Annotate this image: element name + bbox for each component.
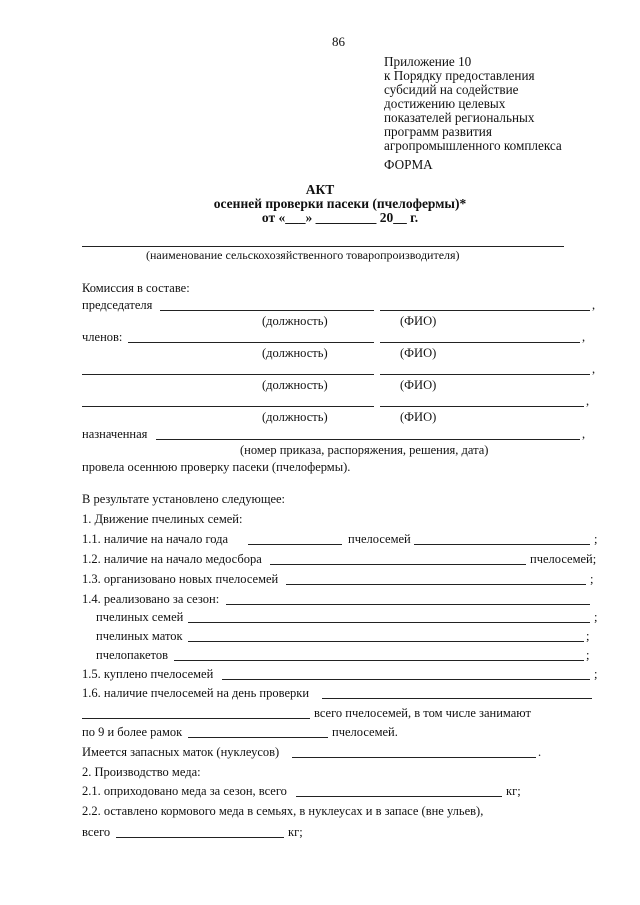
item-1-4-families-line[interactable] xyxy=(188,622,590,623)
appointed-caption: (номер приказа, распоряжения, решения, дата) xyxy=(240,443,489,457)
commission-heading: Комиссия в составе: xyxy=(82,281,190,295)
comma: , xyxy=(592,362,596,376)
annex-line: субсидий на содействие xyxy=(384,82,519,97)
kg-unit: кг; xyxy=(288,825,303,839)
doc-title: АКТ xyxy=(305,182,335,197)
item-1-1-line-a[interactable] xyxy=(248,544,342,545)
annex-line: к Порядку предоставления xyxy=(384,68,535,83)
member3-position-line[interactable] xyxy=(82,406,374,407)
annex-line: агропромышленного комплекса xyxy=(384,138,562,153)
page-number: 86 xyxy=(332,34,345,49)
member1-position-line[interactable] xyxy=(128,342,374,343)
item-1-1-label: 1.1. наличие на начало года xyxy=(82,532,229,546)
item-1-4-line[interactable] xyxy=(226,604,590,605)
semicolon: ; xyxy=(590,572,594,586)
item-1-6-frames-line[interactable] xyxy=(188,737,328,738)
item-1-6-line[interactable] xyxy=(322,698,592,699)
comma: , xyxy=(586,394,590,408)
annex-line: показателей региональных xyxy=(384,110,535,125)
doc-date: от «___» _________ 20__ г. xyxy=(261,210,419,225)
semicolon: ; xyxy=(594,532,598,546)
item-2-2-label: 2.2. оставлено кормового меда в семьях, в нуклеусах и в запасе (вне ульев), xyxy=(82,804,484,818)
item-1-4-families-label: пчелиных семей xyxy=(96,610,184,624)
doc-subtitle: осенней проверки пасеки (пчелофермы)* xyxy=(213,196,467,211)
item-1-4-queens-line[interactable] xyxy=(188,641,584,642)
members-label: членов: xyxy=(82,330,123,344)
position-caption: (должность) xyxy=(262,314,328,328)
reserve-line[interactable] xyxy=(292,757,536,758)
item-1-1-line-b[interactable] xyxy=(414,544,590,545)
appointed-label: назначенная xyxy=(82,427,148,441)
position-caption: (должность) xyxy=(262,410,328,424)
annex-line: достижению целевых xyxy=(384,96,506,111)
fio-caption: (ФИО) xyxy=(400,410,437,424)
item-1-4-packages-line[interactable] xyxy=(174,660,584,661)
item-2-1-line[interactable] xyxy=(296,796,502,797)
reserve-label: Имеется запасных маток (нуклеусов) xyxy=(82,745,280,759)
producer-name-line[interactable] xyxy=(82,246,564,247)
fio-caption: (ФИО) xyxy=(400,314,437,328)
results-heading: В результате установлено следующее: xyxy=(82,492,286,506)
item-1-6-frames-label: по 9 и более рамок xyxy=(82,725,183,739)
item-1-6-total-text: всего пчелосемей, в том числе занимают xyxy=(314,706,531,720)
conducted-text: провела осеннюю проверку пасеки (пчелофермы). xyxy=(82,460,351,474)
producer-caption: (наименование сельскохозяйственного товаропроизводителя) xyxy=(146,248,460,262)
item-1-4-label: 1.4. реализовано за сезон: xyxy=(82,592,220,606)
member1-fio-line[interactable] xyxy=(380,342,580,343)
semicolon: ; xyxy=(586,648,590,662)
fio-caption: (ФИО) xyxy=(400,346,437,360)
item-1-1-unit: пчелосемей xyxy=(348,532,411,546)
chairman-label: председателя xyxy=(82,298,153,312)
member2-position-line[interactable] xyxy=(82,374,374,375)
item-1-2-line[interactable] xyxy=(270,564,526,565)
position-caption: (должность) xyxy=(262,346,328,360)
member2-fio-line[interactable] xyxy=(380,374,590,375)
form-label: ФОРМА xyxy=(384,157,433,172)
fio-caption: (ФИО) xyxy=(400,378,437,392)
item-1-3-line[interactable] xyxy=(286,584,586,585)
appointed-line[interactable] xyxy=(156,439,580,440)
semicolon: ; xyxy=(594,667,598,681)
item-2-2-total-label: всего xyxy=(82,825,111,839)
item-1-6-frames-unit: пчелосемей. xyxy=(332,725,398,739)
item-1-2-label: 1.2. наличие на начало медосбора xyxy=(82,552,262,566)
item-1-4-packages-label: пчелопакетов xyxy=(96,648,169,662)
item-2-2-line[interactable] xyxy=(116,837,284,838)
item-1-5-line[interactable] xyxy=(222,679,590,680)
member3-fio-line[interactable] xyxy=(380,406,584,407)
item-1-4-queens-label: пчелиных маток xyxy=(96,629,183,643)
comma: , xyxy=(592,298,596,312)
item-1-6-total-line[interactable] xyxy=(82,718,310,719)
item-1-5-label: 1.5. куплено пчелосемей xyxy=(82,667,214,681)
period: . xyxy=(538,745,542,759)
section-1-heading: 1. Движение пчелиных семей: xyxy=(82,512,243,526)
section-2-heading: 2. Производство меда: xyxy=(82,765,201,779)
annex-line: Приложение 10 xyxy=(384,54,472,69)
comma: , xyxy=(582,427,586,441)
item-2-1-label: 2.1. оприходовано меда за сезон, всего xyxy=(82,784,287,798)
position-caption: (должность) xyxy=(262,378,328,392)
semicolon: ; xyxy=(594,610,598,624)
item-1-6-label: 1.6. наличие пчелосемей на день проверки xyxy=(82,686,310,700)
chairman-position-line[interactable] xyxy=(160,310,374,311)
comma: , xyxy=(582,330,586,344)
kg-unit: кг; xyxy=(506,784,521,798)
item-1-2-unit: пчелосемей; xyxy=(530,552,597,566)
chairman-fio-line[interactable] xyxy=(380,310,590,311)
item-1-3-label: 1.3. организовано новых пчелосемей xyxy=(82,572,279,586)
annex-line: программ развития xyxy=(384,124,492,139)
semicolon: ; xyxy=(586,629,590,643)
annex-block xyxy=(384,55,562,153)
